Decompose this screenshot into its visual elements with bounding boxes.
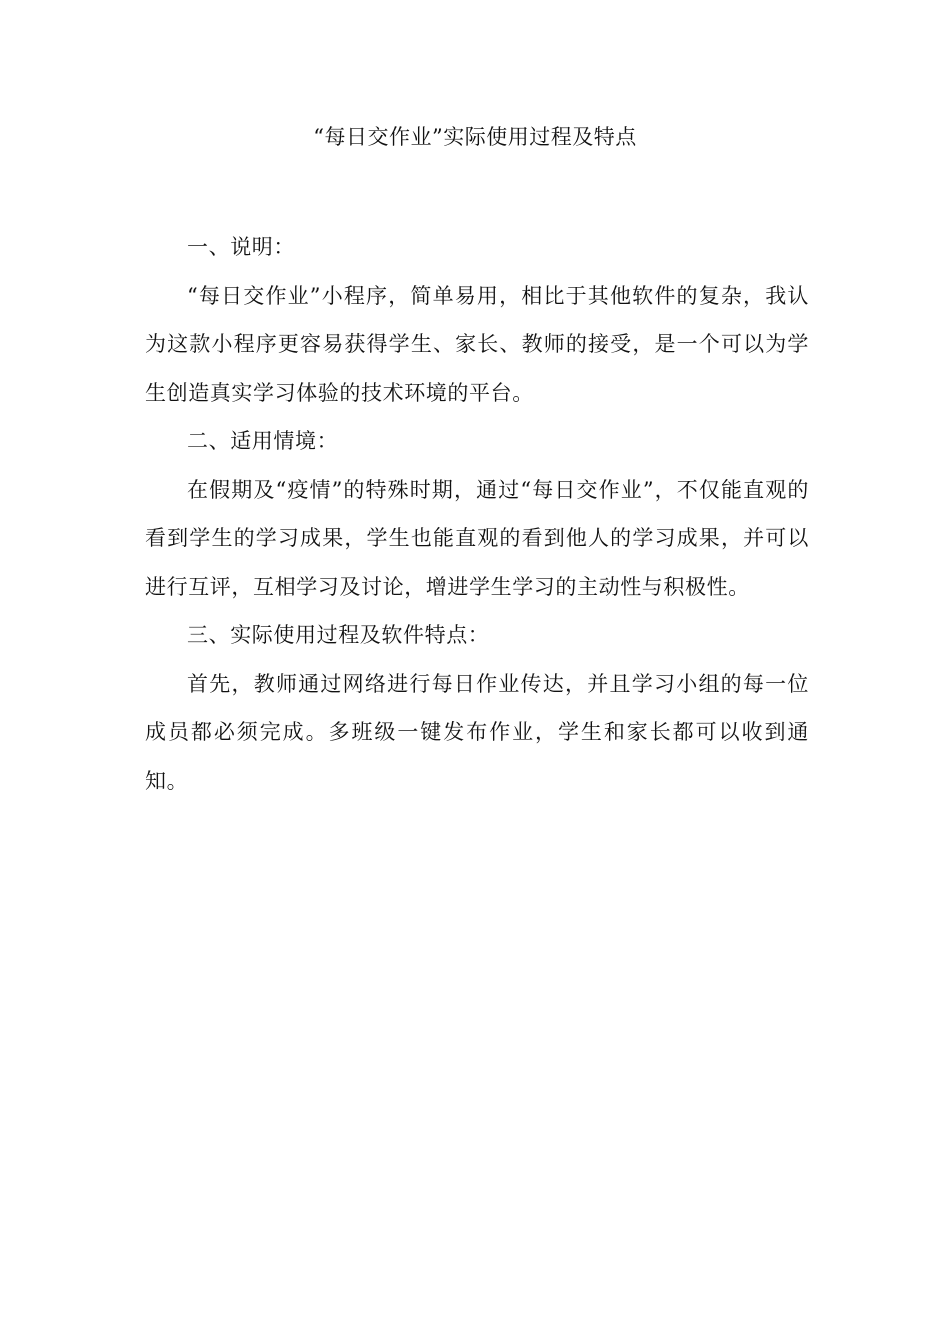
section-heading-applicable-situations: 二、适用情境： — [187, 429, 339, 453]
section-paragraph-applicable-situations: 在假期及“疫情”的特殊时期，通过“每日交作业”，不仅能直观的看到学生的学习成果，学生也能直观的看到他人的学习成果，并可以进行互评，互相学习及讨论，增进学生学习的主动性与积极性。 — [145, 477, 809, 599]
document-body — [145, 223, 809, 805]
section-paragraph-explanation: “每日交作业”小程序，简单易用，相比于其他软件的复杂，我认为这款小程序更容易获得学生、家长、教师的接受，是一个可以为学生创造真实学习体验的技术环境的平台。 — [145, 283, 809, 405]
section-heading-explanation: 一、说明： — [187, 235, 295, 259]
section-paragraph-usage-and-features: 首先，教师通过网络进行每日作业传达，并且学习小组的每一位成员都必须完成。多班级一键发布作业，学生和家长都可以收到通知。 — [145, 671, 809, 793]
section-heading-usage-and-features: 三、实际使用过程及软件特点： — [187, 623, 490, 647]
document-title: “每日交作业”实际使用过程及特点 — [313, 125, 637, 149]
